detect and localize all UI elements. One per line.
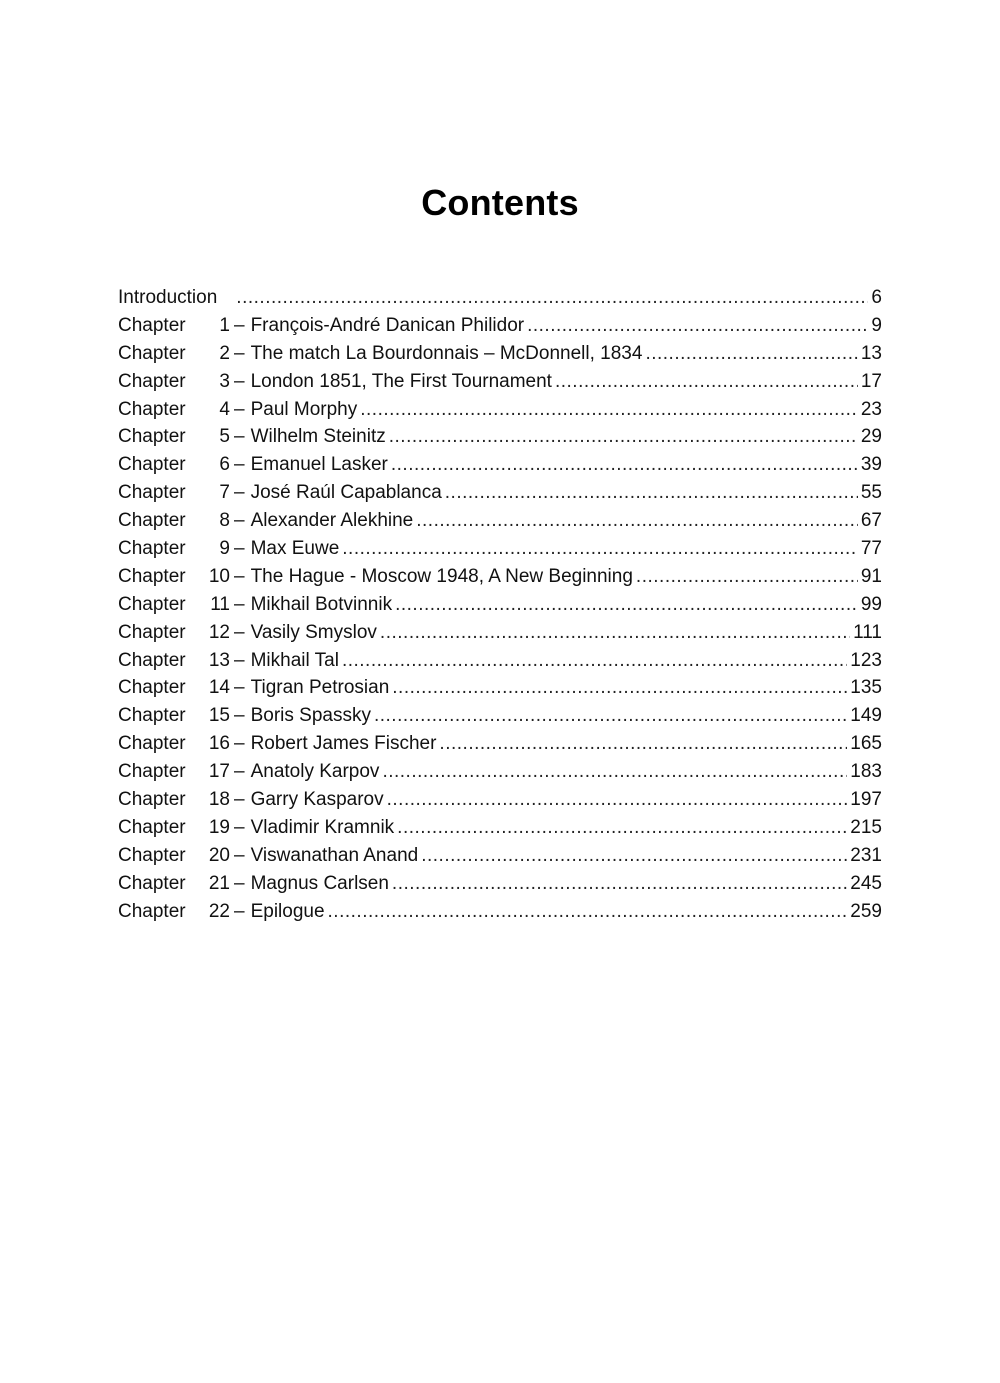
chapter-number: 6 bbox=[219, 454, 230, 476]
chapter-label: Chapter bbox=[118, 677, 186, 699]
toc-entry-title: José Raúl Capablanca bbox=[250, 482, 442, 504]
chapter-number: 10 bbox=[208, 565, 230, 587]
toc-entry-page: 245 bbox=[850, 872, 882, 894]
toc-entry-title: Tigran Petrosian bbox=[250, 677, 390, 699]
dot-leader bbox=[421, 842, 847, 870]
toc-entry-introduction[interactable] bbox=[118, 284, 882, 312]
toc-entry-chapter-11[interactable] bbox=[118, 591, 882, 619]
toc-entry-title: Max Euwe bbox=[250, 538, 340, 560]
chapter-label: Chapter bbox=[118, 900, 186, 922]
toc-entry-title: Epilogue bbox=[250, 900, 325, 922]
chapter-number: 2 bbox=[219, 342, 230, 364]
chapter-label: Chapter bbox=[118, 872, 186, 894]
dot-leader bbox=[360, 396, 858, 424]
chapter-label: Chapter bbox=[118, 370, 186, 392]
toc-entry-chapter-12[interactable] bbox=[118, 619, 882, 647]
dot-leader bbox=[439, 730, 847, 758]
dot-leader bbox=[445, 479, 858, 507]
toc-entry-page: 197 bbox=[850, 789, 882, 811]
toc-entry-title: Mikhail Botvinnik bbox=[250, 593, 393, 615]
toc-entry-chapter-3[interactable] bbox=[118, 368, 882, 396]
toc-entry-chapter-16[interactable] bbox=[118, 730, 882, 758]
toc-entry-chapter-17[interactable] bbox=[118, 758, 882, 786]
chapter-dash: – bbox=[234, 426, 245, 448]
table-of-contents bbox=[118, 284, 882, 925]
toc-entry-chapter-8[interactable] bbox=[118, 507, 882, 535]
toc-entry-title: Emanuel Lasker bbox=[250, 454, 388, 476]
chapter-number: 11 bbox=[210, 593, 230, 615]
dot-leader bbox=[416, 507, 858, 535]
toc-entry-page: 149 bbox=[850, 705, 882, 727]
chapter-number: 18 bbox=[208, 789, 230, 811]
dot-leader bbox=[382, 758, 847, 786]
dot-leader bbox=[392, 674, 847, 702]
chapter-label: Chapter bbox=[118, 593, 186, 615]
toc-entry-page: 77 bbox=[860, 538, 882, 560]
dot-leader bbox=[236, 284, 868, 312]
toc-entry-page: 183 bbox=[850, 761, 882, 783]
toc-entry-chapter-10[interactable] bbox=[118, 563, 882, 591]
toc-entry-chapter-22[interactable] bbox=[118, 898, 882, 926]
toc-entry-chapter-18[interactable] bbox=[118, 786, 882, 814]
toc-entry-title: The match La Bourdonnais – McDonnell, 1834 bbox=[250, 342, 643, 364]
chapter-number: 14 bbox=[208, 677, 230, 699]
dot-leader bbox=[555, 368, 858, 396]
chapter-label: Chapter bbox=[118, 816, 186, 838]
toc-entry-title: Garry Kasparov bbox=[250, 789, 384, 811]
chapter-number: 7 bbox=[219, 482, 230, 504]
chapter-dash: – bbox=[234, 454, 245, 476]
toc-entry-title: Boris Spassky bbox=[250, 705, 371, 727]
chapter-number: 3 bbox=[219, 370, 230, 392]
toc-entry-title: François-André Danican Philidor bbox=[250, 314, 525, 336]
chapter-dash: – bbox=[234, 565, 245, 587]
chapter-dash: – bbox=[234, 677, 245, 699]
dot-leader bbox=[395, 591, 858, 619]
dot-leader bbox=[391, 451, 858, 479]
toc-entry-title: Robert James Fischer bbox=[250, 733, 437, 755]
toc-entry-chapter-19[interactable] bbox=[118, 814, 882, 842]
chapter-number: 9 bbox=[219, 538, 230, 560]
toc-entry-title: Wilhelm Steinitz bbox=[250, 426, 386, 448]
toc-entry-chapter-21[interactable] bbox=[118, 870, 882, 898]
toc-entry-chapter-14[interactable] bbox=[118, 674, 882, 702]
chapter-number: 12 bbox=[208, 621, 230, 643]
chapter-number: 19 bbox=[208, 816, 230, 838]
toc-entry-chapter-15[interactable] bbox=[118, 702, 882, 730]
toc-entry-chapter-1[interactable] bbox=[118, 312, 882, 340]
toc-entry-title: Vasily Smyslov bbox=[250, 621, 377, 643]
chapter-label: Chapter bbox=[118, 621, 186, 643]
toc-entry-chapter-6[interactable] bbox=[118, 451, 882, 479]
chapter-label: Chapter bbox=[118, 705, 186, 727]
chapter-dash: – bbox=[234, 900, 245, 922]
chapter-number: 5 bbox=[219, 426, 230, 448]
dot-leader bbox=[380, 619, 850, 647]
chapter-label: Chapter bbox=[118, 538, 186, 560]
chapter-number: 17 bbox=[208, 761, 230, 783]
toc-entry-page: 13 bbox=[860, 342, 882, 364]
chapter-label: Chapter bbox=[118, 398, 186, 420]
chapter-dash: – bbox=[234, 510, 245, 532]
chapter-number: 20 bbox=[208, 844, 230, 866]
chapter-dash: – bbox=[234, 370, 245, 392]
chapter-label: Chapter bbox=[118, 314, 186, 336]
chapter-dash: – bbox=[234, 733, 245, 755]
chapter-dash: – bbox=[234, 593, 245, 615]
toc-entry-title: The Hague - Moscow 1948, A New Beginning bbox=[250, 565, 633, 587]
dot-leader bbox=[328, 898, 848, 926]
chapter-label: Chapter bbox=[118, 565, 186, 587]
chapter-label: Chapter bbox=[118, 761, 186, 783]
chapter-label: Chapter bbox=[118, 426, 186, 448]
toc-entry-chapter-7[interactable] bbox=[118, 479, 882, 507]
toc-entry-page: 6 bbox=[871, 287, 882, 308]
toc-entry-page: 215 bbox=[850, 816, 882, 838]
chapter-label: Chapter bbox=[118, 733, 186, 755]
chapter-number: 22 bbox=[208, 900, 230, 922]
toc-entry-title: Vladimir Kramnik bbox=[250, 816, 395, 838]
toc-entry-chapter-4[interactable] bbox=[118, 396, 882, 424]
dot-leader bbox=[645, 340, 857, 368]
chapter-dash: – bbox=[234, 482, 245, 504]
chapter-label: Chapter bbox=[118, 510, 186, 532]
toc-entry-page: 123 bbox=[850, 649, 882, 671]
toc-entry-page: 23 bbox=[860, 398, 882, 420]
chapter-label: Chapter bbox=[118, 342, 186, 364]
toc-entry-chapter-20[interactable] bbox=[118, 842, 882, 870]
dot-leader bbox=[397, 814, 847, 842]
toc-entry-title: Magnus Carlsen bbox=[250, 872, 389, 894]
toc-entry-title: Alexander Alekhine bbox=[250, 510, 414, 532]
toc-entry-title: London 1851, The First Tournament bbox=[250, 370, 552, 392]
chapter-dash: – bbox=[234, 761, 245, 783]
chapter-number: 16 bbox=[208, 733, 230, 755]
toc-entry-title: Mikhail Tal bbox=[250, 649, 339, 671]
chapter-number: 13 bbox=[208, 649, 230, 671]
chapter-label: Chapter bbox=[118, 482, 186, 504]
toc-entry-page: 91 bbox=[860, 565, 882, 587]
chapter-dash: – bbox=[234, 621, 245, 643]
chapter-label: Chapter bbox=[118, 649, 186, 671]
chapter-label: Chapter bbox=[118, 844, 186, 866]
toc-entry-chapter-2[interactable] bbox=[118, 340, 882, 368]
toc-entry-title: Introduction bbox=[118, 287, 218, 308]
toc-entry-page: 99 bbox=[860, 593, 882, 615]
dot-leader bbox=[374, 702, 847, 730]
chapter-dash: – bbox=[234, 816, 245, 838]
chapter-dash: – bbox=[234, 398, 245, 420]
chapter-number: 8 bbox=[219, 510, 230, 532]
dot-leader bbox=[387, 786, 848, 814]
toc-entry-page: 55 bbox=[860, 482, 882, 504]
dot-leader bbox=[342, 647, 847, 675]
toc-entry-title: Anatoly Karpov bbox=[250, 761, 380, 783]
toc-entry-title: Paul Morphy bbox=[250, 398, 358, 420]
dot-leader bbox=[342, 535, 858, 563]
toc-entry-page: 165 bbox=[850, 733, 882, 755]
chapter-number: 15 bbox=[208, 705, 230, 727]
chapter-dash: – bbox=[234, 844, 245, 866]
chapter-label: Chapter bbox=[118, 789, 186, 811]
toc-entry-chapter-13[interactable] bbox=[118, 647, 882, 675]
chapter-number: 4 bbox=[219, 398, 230, 420]
dot-leader bbox=[527, 312, 868, 340]
toc-entry-page: 67 bbox=[860, 510, 882, 532]
dot-leader bbox=[389, 423, 858, 451]
toc-entry-chapter-5[interactable] bbox=[118, 423, 882, 451]
toc-entry-page: 17 bbox=[860, 370, 882, 392]
chapter-dash: – bbox=[234, 649, 245, 671]
dot-leader bbox=[636, 563, 858, 591]
toc-entry-page: 29 bbox=[860, 426, 882, 448]
chapter-dash: – bbox=[234, 789, 245, 811]
toc-entry-page: 259 bbox=[850, 900, 882, 922]
chapter-dash: – bbox=[234, 314, 245, 336]
page-title: Contents bbox=[421, 182, 579, 223]
chapter-dash: – bbox=[234, 342, 245, 364]
toc-entry-page: 9 bbox=[871, 314, 882, 336]
dot-leader bbox=[392, 870, 847, 898]
toc-entry-page: 135 bbox=[850, 677, 882, 699]
chapter-dash: – bbox=[234, 872, 245, 894]
toc-entry-page: 231 bbox=[850, 844, 882, 866]
toc-entry-title: Viswanathan Anand bbox=[250, 844, 419, 866]
toc-entry-page: 111 bbox=[853, 621, 882, 643]
chapter-dash: – bbox=[234, 538, 245, 560]
chapter-dash: – bbox=[234, 705, 245, 727]
chapter-label: Chapter bbox=[118, 454, 186, 476]
chapter-number: 21 bbox=[208, 872, 230, 894]
chapter-number: 1 bbox=[219, 314, 230, 336]
toc-entry-chapter-9[interactable] bbox=[118, 535, 882, 563]
toc-entry-page: 39 bbox=[860, 454, 882, 476]
